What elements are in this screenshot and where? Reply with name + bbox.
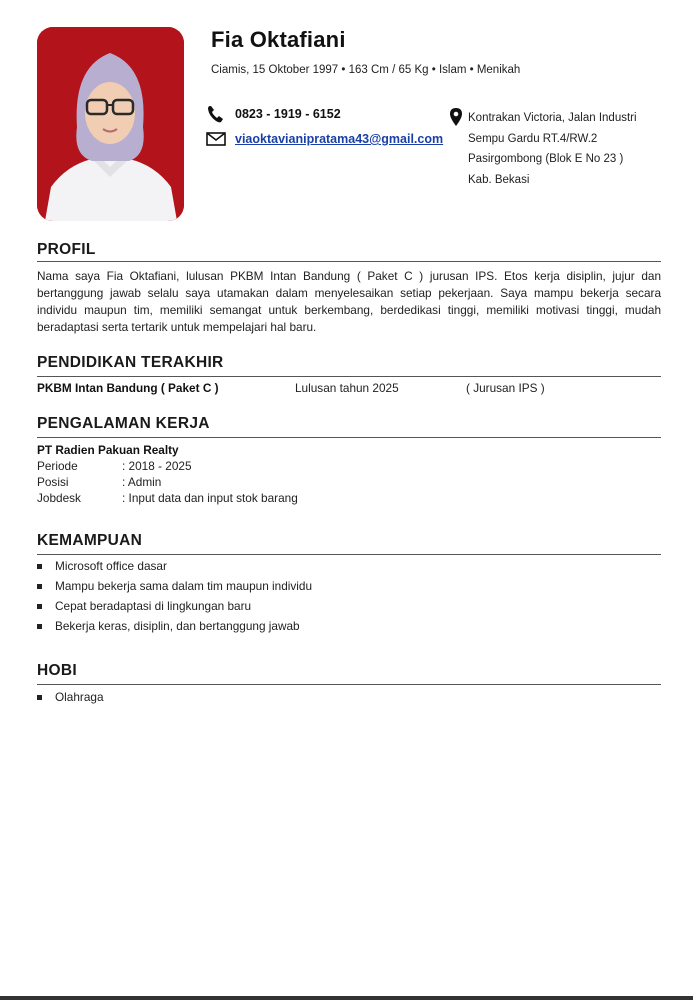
education-graduation: Lulusan tahun 2025: [295, 381, 399, 395]
address-line: Sempu Gardu RT.4/RW.2: [468, 132, 598, 145]
experience-row: [37, 491, 298, 505]
experience-value: : Input data dan input stok barang: [122, 491, 298, 505]
education-school: PKBM Intan Bandung ( Paket C ): [37, 381, 219, 395]
envelope-icon: [205, 130, 227, 148]
section-title-kemampuan: KEMAMPUAN: [37, 532, 143, 549]
list-item: Mampu bekerja sama dalam tim maupun individu: [37, 576, 312, 596]
experience-value: : Admin: [122, 475, 162, 489]
section-title-pendidikan: PENDIDIKAN TERAKHIR: [37, 354, 224, 371]
experience-row: [37, 475, 161, 489]
experience-row: [37, 459, 192, 473]
address-line: Kontrakan Victoria, Jalan Industri: [468, 112, 637, 124]
address-block: [468, 108, 637, 190]
section-divider: [37, 684, 661, 685]
profile-summary: Nama saya Fia Oktafiani, lulusan PKBM Intan Bandung ( Paket C ) jurusan IPS. Etos kerja disiplin, jujur dan bertanggung jawab selalu saya utamakan dalam menyelesaikan setiap pekerjaan. Saya mampu bekerja secara individu maupun tim, memiliki semangat untuk berkembang, berdedikasi tinggi, memiliki motivasi tinggi, mudah beradaptasi serta tertarik untuk mempelajari hal baru.: [37, 269, 661, 334]
section-title-pengalaman: PENGALAMAN KERJA: [37, 415, 210, 432]
phone-icon: [205, 104, 227, 124]
section-title-hobi: HOBI: [37, 662, 77, 679]
email-link[interactable]: viaoktavianipratama43@gmail.com: [235, 132, 444, 146]
experience-value: : 2018 - 2025: [122, 459, 192, 473]
company-name: PT Radien Pakuan Realty: [37, 443, 179, 457]
section-divider: [37, 376, 661, 377]
section-divider: [37, 437, 661, 438]
list-item: Olahraga: [37, 687, 104, 707]
skills-list: [37, 556, 312, 636]
education-major: ( Jurusan IPS ): [466, 381, 545, 395]
section-divider: [37, 554, 661, 555]
bottom-edge: [0, 996, 693, 1000]
hobby-list: [37, 687, 104, 707]
address-line: Pasirgombong (Blok E No 23 ): [468, 153, 624, 165]
experience-key: Periode: [37, 459, 78, 473]
profile-photo: [37, 27, 184, 221]
section-divider: [37, 261, 661, 262]
list-item: Bekerja keras, disiplin, dan bertanggung jawab: [37, 616, 312, 636]
experience-key: Posisi: [37, 475, 69, 489]
list-item: Microsoft office dasar: [37, 556, 312, 576]
full-name: Fia Oktafiani: [211, 27, 346, 52]
list-item: Cepat beradaptasi di lingkungan baru: [37, 596, 312, 616]
address-line: Kab. Bekasi: [468, 173, 530, 186]
phone-contact: [205, 104, 341, 124]
map-pin-icon: [449, 107, 463, 127]
experience-key: Jobdesk: [37, 491, 81, 505]
email-contact[interactable]: [205, 130, 443, 148]
personal-info: Ciamis, 15 Oktober 1997 • 163 Cm / 65 Kg • Islam • Menikah: [211, 64, 521, 76]
section-title-profil: PROFIL: [37, 241, 96, 258]
phone-number: 0823 - 1919 - 6152: [235, 107, 341, 121]
